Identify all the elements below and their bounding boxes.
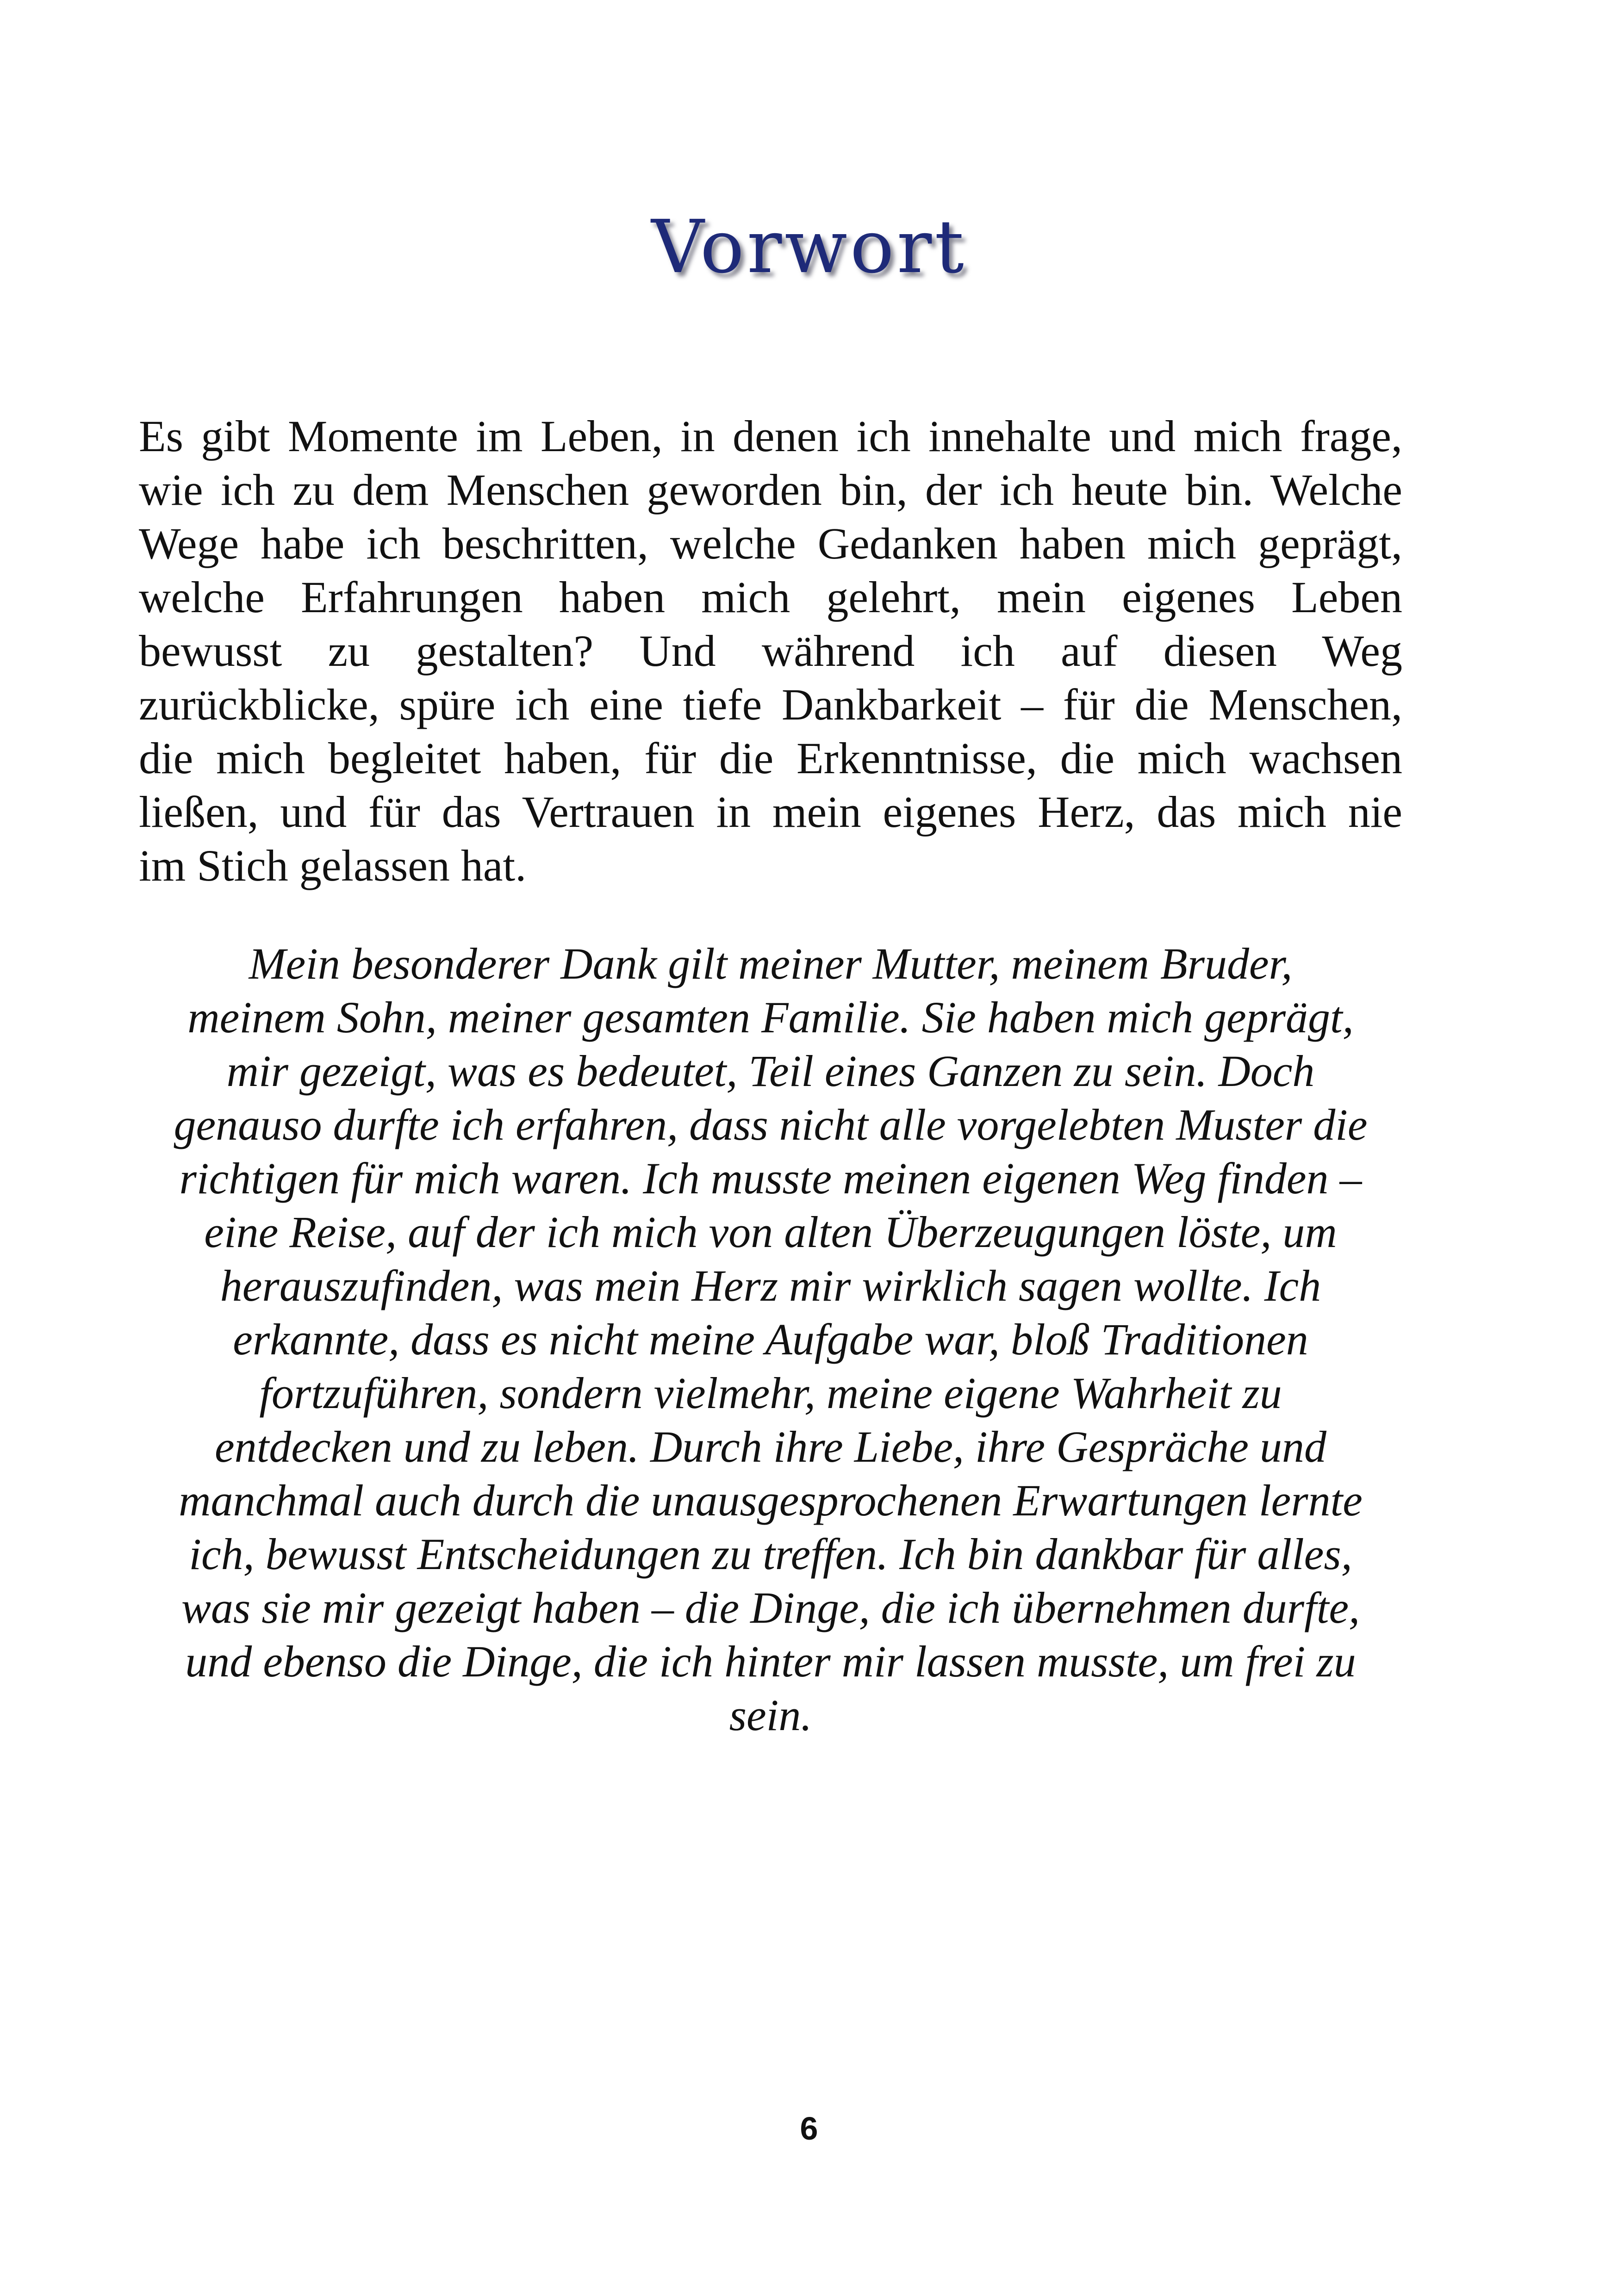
dedication-line: und ebenso die Dinge, die ich hinter mir lassen musste, um frei zu: [185, 1637, 1356, 1686]
dedication-line: richtigen für mich waren. Ich musste meinen eigenen Weg finden –: [179, 1154, 1362, 1203]
dedication-line: meinem Sohn, meiner gesamten Familie. Sie haben mich geprägt,: [187, 993, 1354, 1042]
intro-paragraph: [139, 410, 1402, 893]
dedication-line: was sie mir gezeigt haben – die Dinge, die ich übernehmen durfte,: [181, 1583, 1360, 1632]
dedication-line: eine Reise, auf der ich mich von alten Überzeugungen löste, um: [204, 1207, 1337, 1257]
intro-line: welche Erfahrungen haben mich gelehrt, mein eigenes Leben: [139, 572, 1402, 622]
intro-line: zurückblicke, spüre ich eine tiefe Dankbarkeit – für die Menschen,: [139, 680, 1402, 729]
dedication-line: Mein besonderer Dank gilt meiner Mutter, meinem Bruder,: [249, 939, 1293, 988]
dedication-line: fortzuführen, sondern vielmehr, meine eigene Wahrheit zu: [259, 1368, 1282, 1418]
page-title: Vorwort: [651, 205, 967, 290]
dedication-line: sein.: [729, 1690, 812, 1740]
intro-line: wie ich zu dem Menschen geworden bin, der ich heute bin. Welche: [139, 465, 1402, 515]
dedication-paragraph: [139, 937, 1402, 1742]
dedication-line: herauszufinden, was mein Herz mir wirklich sagen wollte. Ich: [220, 1261, 1321, 1310]
intro-line: die mich begleitet haben, für die Erkenntnisse, die mich wachsen: [139, 733, 1402, 783]
intro-line: im Stich gelassen hat.: [139, 841, 527, 890]
dedication-line: mir gezeigt, was es bedeutet, Teil eines Ganzen zu sein. Doch: [226, 1046, 1315, 1096]
dedication-line: ich, bewusst Entscheidungen zu treffen. Ich bin dankbar für alles,: [189, 1529, 1352, 1579]
intro-line: Wege habe ich beschritten, welche Gedanken haben mich geprägt,: [139, 519, 1402, 568]
intro-line: Es gibt Momente im Leben, in denen ich innehalte und mich frage,: [139, 411, 1402, 461]
intro-line: bewusst zu gestalten? Und während ich auf diesen Weg: [139, 626, 1402, 676]
dedication-line: genauso durfte ich erfahren, dass nicht alle vorgelebten Muster die: [174, 1100, 1368, 1149]
page-number: 6: [800, 2110, 818, 2147]
dedication-line: manchmal auch durch die unausgesprochenen Erwartungen lernte: [179, 1476, 1363, 1525]
intro-line: ließen, und für das Vertrauen in mein eigenes Herz, das mich nie: [139, 787, 1402, 837]
dedication-line: entdecken und zu leben. Durch ihre Liebe, ihre Gespräche und: [214, 1422, 1326, 1471]
dedication-line: erkannte, dass es nicht meine Aufgabe war, bloß Traditionen: [233, 1315, 1308, 1364]
